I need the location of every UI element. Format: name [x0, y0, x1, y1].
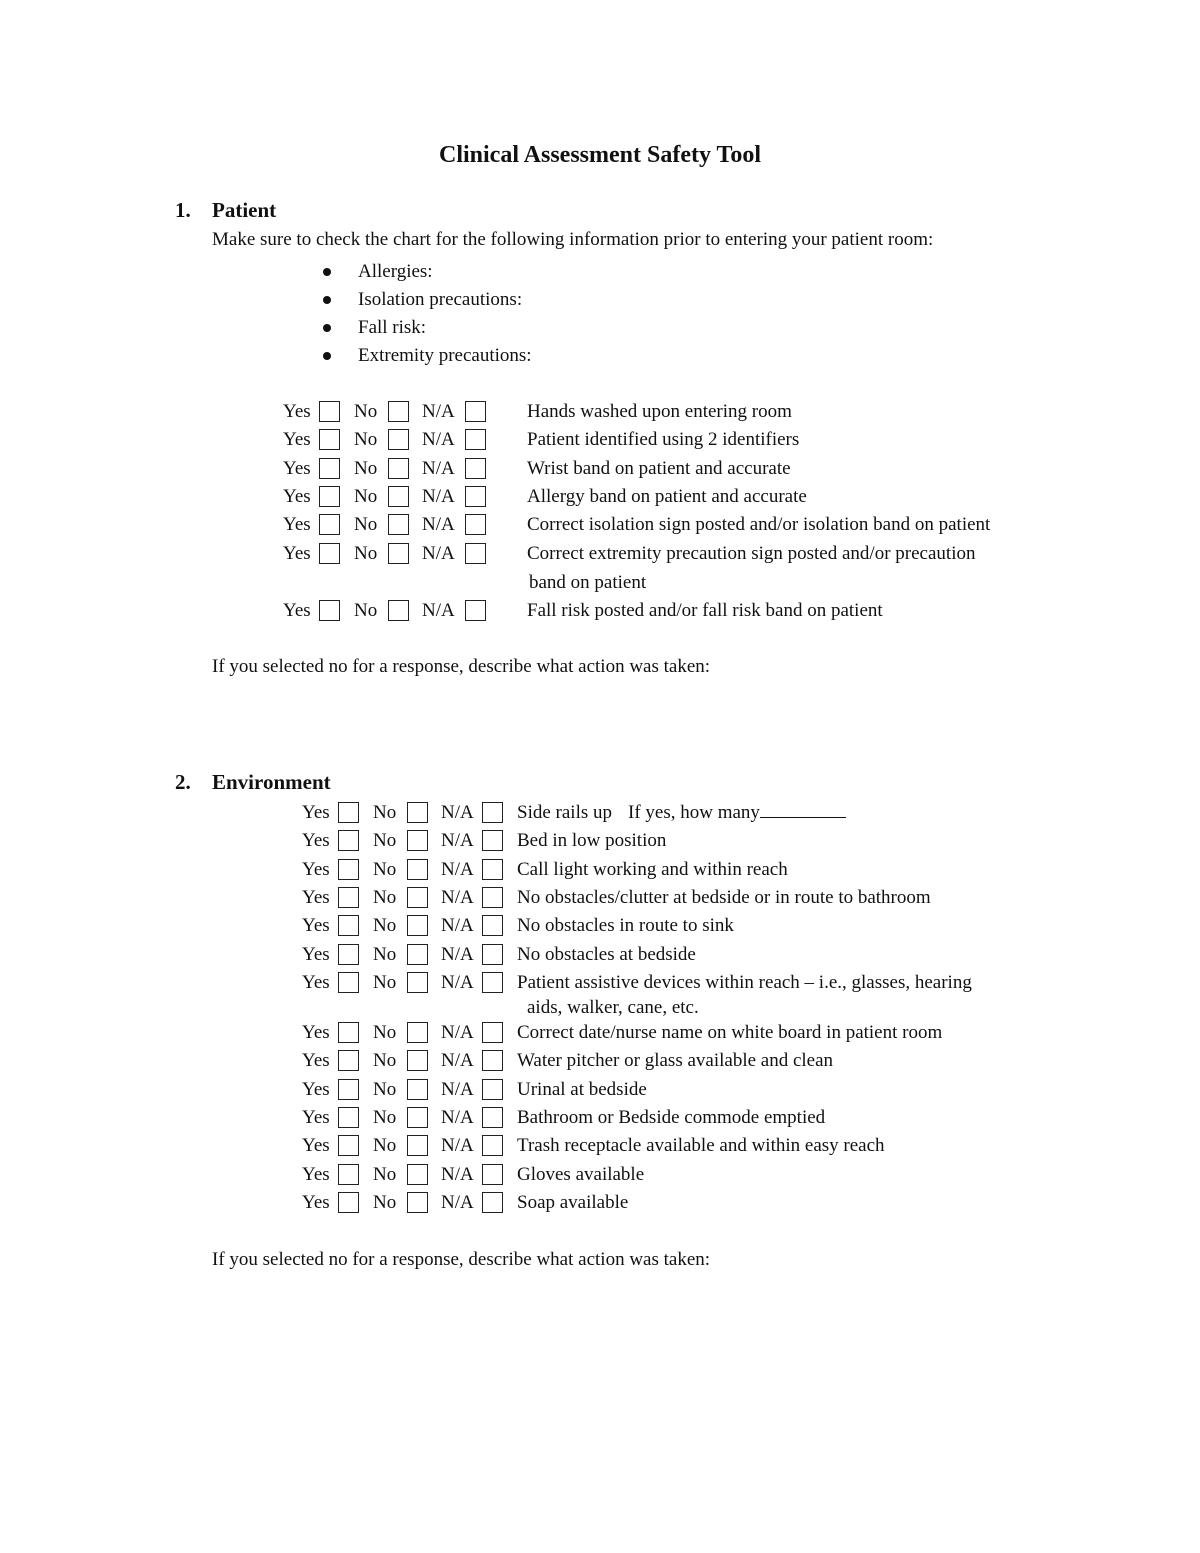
yes-checkbox[interactable] — [319, 486, 340, 507]
table-row — [302, 912, 1102, 940]
table-row — [302, 884, 1102, 912]
option-label-no: No — [373, 915, 397, 937]
environment-followup: If you selected no for a response, describe what action was taken: — [212, 1249, 711, 1270]
na-checkbox[interactable] — [482, 972, 503, 993]
yes-checkbox[interactable] — [319, 429, 340, 450]
table-row — [283, 597, 1083, 625]
option-label-yes: Yes — [302, 1107, 330, 1128]
option-label-na: N/A — [441, 1107, 474, 1128]
table-row — [302, 1104, 1102, 1132]
option-label-yes: Yes — [302, 943, 330, 965]
checklist-item-label: Correct extremity precaution sign posted and/or precaution band on patient — [527, 542, 976, 593]
no-checkbox[interactable] — [388, 486, 409, 507]
no-checkbox[interactable] — [407, 1192, 428, 1213]
table-row — [302, 1019, 1102, 1047]
patient-followup: If you selected no for a response, describe what action was taken: — [212, 656, 711, 677]
checklist-item-label: Trash receptacle available and within easy reach — [517, 1135, 885, 1157]
na-checkbox[interactable] — [482, 1192, 503, 1213]
patient-intro: Make sure to check the chart for the following information prior to entering your patient room: — [212, 229, 934, 250]
option-label-na: N/A — [441, 858, 474, 880]
section-heading-patient — [175, 198, 276, 223]
option-label-no: No — [354, 401, 378, 422]
yes-checkbox[interactable] — [319, 401, 340, 422]
yes-checkbox[interactable] — [319, 600, 340, 621]
table-row — [283, 455, 1083, 483]
yes-checkbox[interactable] — [338, 915, 359, 936]
option-label-yes: Yes — [302, 858, 330, 880]
document-title: Clinical Assessment Safety Tool — [438, 142, 762, 168]
option-label-yes: Yes — [302, 1191, 330, 1213]
list-item: Fall risk: — [320, 314, 532, 342]
table-row — [302, 941, 1102, 969]
section-number: 1. — [175, 198, 191, 222]
na-checkbox[interactable] — [482, 1050, 503, 1071]
option-label-no: No — [354, 542, 378, 564]
bullet-icon — [323, 296, 331, 304]
option-label-na: N/A — [441, 1135, 474, 1157]
table-row — [283, 511, 1083, 539]
option-label-na: N/A — [422, 457, 455, 479]
checklist-item-label: Soap available — [517, 1191, 629, 1213]
option-label-na: N/A — [422, 542, 455, 564]
no-checkbox[interactable] — [407, 972, 428, 993]
bullet-icon — [323, 268, 331, 276]
side-rails-count-field[interactable] — [760, 799, 846, 818]
option-label-yes: Yes — [302, 886, 330, 908]
no-checkbox[interactable] — [407, 1050, 428, 1071]
table-row — [302, 1132, 1102, 1160]
yes-checkbox[interactable] — [338, 944, 359, 965]
option-label-yes: Yes — [302, 830, 330, 852]
bullet-icon — [323, 324, 331, 332]
table-row — [302, 1076, 1102, 1104]
table-row — [283, 398, 1083, 426]
option-label-no: No — [354, 485, 378, 507]
checklist-item-label: Gloves available — [517, 1163, 645, 1185]
option-label-no: No — [354, 457, 378, 479]
table-row — [302, 1161, 1102, 1189]
na-checkbox[interactable] — [465, 486, 486, 507]
checklist-item-label: Hands washed upon entering room — [527, 401, 792, 422]
na-checkbox[interactable] — [482, 887, 503, 908]
na-checkbox[interactable] — [482, 915, 503, 936]
table-row — [302, 856, 1102, 884]
option-label-yes: Yes — [302, 802, 330, 823]
checklist-item-label: No obstacles/clutter at bedside or in route to bathroom — [517, 886, 931, 908]
checklist-item-label: Allergy band on patient and accurate — [527, 485, 807, 507]
option-label-no: No — [373, 1022, 397, 1044]
option-label-yes: Yes — [302, 1135, 330, 1157]
no-checkbox[interactable] — [407, 1107, 428, 1128]
yes-checkbox[interactable] — [338, 1050, 359, 1071]
no-checkbox[interactable] — [407, 830, 428, 851]
na-checkbox[interactable] — [482, 1107, 503, 1128]
option-label-yes: Yes — [283, 401, 311, 422]
yes-checkbox[interactable] — [338, 859, 359, 880]
no-checkbox[interactable] — [407, 1022, 428, 1043]
na-checkbox[interactable] — [482, 802, 503, 823]
no-checkbox[interactable] — [407, 944, 428, 965]
table-row — [302, 1047, 1102, 1075]
no-checkbox[interactable] — [407, 1079, 428, 1100]
yes-checkbox[interactable] — [338, 1192, 359, 1213]
option-label-yes: Yes — [302, 1163, 330, 1185]
na-checkbox[interactable] — [482, 1079, 503, 1100]
table-row — [302, 969, 1102, 1018]
na-checkbox[interactable] — [482, 1022, 503, 1043]
option-label-na: N/A — [441, 1163, 474, 1185]
option-label-no: No — [373, 971, 397, 993]
yes-checkbox[interactable] — [338, 1164, 359, 1185]
option-label-yes: Yes — [283, 429, 311, 451]
na-checkbox[interactable] — [465, 401, 486, 422]
option-label-yes: Yes — [283, 542, 311, 564]
no-checkbox[interactable] — [407, 887, 428, 908]
no-checkbox[interactable] — [388, 514, 409, 535]
option-label-na: N/A — [422, 401, 455, 422]
section-title: Patient — [212, 198, 277, 222]
option-label-na: N/A — [441, 1078, 474, 1100]
na-checkbox[interactable] — [482, 1135, 503, 1156]
no-checkbox[interactable] — [407, 802, 428, 823]
option-label-no: No — [373, 1107, 397, 1128]
na-checkbox[interactable] — [465, 429, 486, 450]
option-label-na: N/A — [422, 514, 455, 536]
checklist-item-label: Urinal at bedside — [517, 1078, 647, 1100]
checklist-item-label: No obstacles in route to sink — [517, 915, 734, 937]
yes-checkbox[interactable] — [338, 1107, 359, 1128]
yes-checkbox[interactable] — [319, 514, 340, 535]
option-label-na: N/A — [422, 599, 455, 621]
na-checkbox[interactable] — [482, 859, 503, 880]
table-row — [302, 1189, 1102, 1217]
option-label-no: No — [373, 1135, 397, 1157]
yes-checkbox[interactable] — [319, 458, 340, 479]
option-label-yes: Yes — [302, 1078, 330, 1100]
option-label-no: No — [373, 1078, 397, 1100]
option-label-na: N/A — [422, 429, 455, 451]
option-label-yes: Yes — [302, 1050, 330, 1072]
yes-checkbox[interactable] — [338, 830, 359, 851]
option-label-na: N/A — [441, 915, 474, 937]
table-row — [283, 540, 1083, 593]
option-label-na: N/A — [441, 886, 474, 908]
table-row — [302, 827, 1102, 855]
option-label-na: N/A — [441, 1191, 474, 1213]
option-label-yes: Yes — [283, 599, 311, 621]
option-label-na: N/A — [441, 1050, 474, 1072]
option-label-na: N/A — [422, 485, 455, 507]
section-title: Environment — [212, 770, 331, 794]
table-row — [283, 483, 1083, 511]
checklist-item-label: Patient assistive devices within reach – i.e., glasses, hearing aids, walker, cane, etc. — [517, 971, 972, 1018]
na-checkbox[interactable] — [482, 1164, 503, 1185]
option-label-yes: Yes — [302, 971, 330, 993]
section-number: 2. — [175, 770, 191, 794]
yes-checkbox[interactable] — [338, 1135, 359, 1156]
checklist-item-label: Water pitcher or glass available and clean — [517, 1050, 834, 1072]
checklist-item-label: Fall risk posted and/or fall risk band on patient — [527, 599, 883, 621]
no-checkbox[interactable] — [388, 429, 409, 450]
checklist-item-label: Bathroom or Bedside commode emptied — [517, 1107, 826, 1128]
checklist-item-label: Correct date/nurse name on white board in patient room — [517, 1022, 943, 1044]
checklist-item-label: Patient identified using 2 identifiers — [527, 429, 800, 451]
checklist-item-label: Wrist band on patient and accurate — [527, 457, 791, 479]
option-label-no: No — [354, 514, 378, 536]
yes-checkbox[interactable] — [338, 802, 359, 823]
no-checkbox[interactable] — [388, 401, 409, 422]
option-label-na: N/A — [441, 802, 474, 823]
option-label-yes: Yes — [283, 457, 311, 479]
na-checkbox[interactable] — [465, 458, 486, 479]
yes-checkbox[interactable] — [338, 972, 359, 993]
side-rails-count-prompt: If yes, how many — [628, 802, 760, 823]
na-checkbox[interactable] — [482, 830, 503, 851]
option-label-na: N/A — [441, 943, 474, 965]
chart-info-list — [320, 258, 532, 370]
na-checkbox[interactable] — [465, 600, 486, 621]
no-checkbox[interactable] — [388, 543, 409, 564]
no-checkbox[interactable] — [388, 458, 409, 479]
checklist-item-label: Bed in low position — [517, 830, 667, 852]
option-label-no: No — [354, 599, 378, 621]
option-label-no: No — [373, 858, 397, 880]
option-label-yes: Yes — [283, 485, 311, 507]
na-checkbox[interactable] — [465, 543, 486, 564]
no-checkbox[interactable] — [407, 1135, 428, 1156]
no-checkbox[interactable] — [407, 915, 428, 936]
option-label-na: N/A — [441, 1022, 474, 1044]
yes-checkbox[interactable] — [319, 543, 340, 564]
no-checkbox[interactable] — [388, 600, 409, 621]
option-label-yes: Yes — [302, 915, 330, 937]
na-checkbox[interactable] — [482, 944, 503, 965]
table-row — [283, 426, 1083, 454]
option-label-no: No — [373, 886, 397, 908]
option-label-no: No — [373, 1050, 397, 1072]
option-label-no: No — [373, 830, 397, 852]
yes-checkbox[interactable] — [338, 1022, 359, 1043]
option-label-na: N/A — [441, 830, 474, 852]
option-label-no: No — [373, 1163, 397, 1185]
option-label-no: No — [373, 802, 397, 823]
no-checkbox[interactable] — [407, 1164, 428, 1185]
option-label-na: N/A — [441, 971, 474, 993]
option-label-yes: Yes — [302, 1022, 330, 1044]
option-label-no: No — [354, 429, 378, 451]
checklist-item-label: Correct isolation sign posted and/or isolation band on patient — [527, 514, 991, 536]
checklist-item-label: No obstacles at bedside — [517, 943, 696, 965]
list-item: Extremity precautions: — [320, 342, 532, 370]
section-heading-environment — [175, 770, 331, 795]
option-label-yes: Yes — [283, 514, 311, 536]
option-label-no: No — [373, 943, 397, 965]
no-checkbox[interactable] — [407, 859, 428, 880]
yes-checkbox[interactable] — [338, 1079, 359, 1100]
option-label-no: No — [373, 1191, 397, 1213]
na-checkbox[interactable] — [465, 514, 486, 535]
list-item: Isolation precautions: — [320, 286, 532, 314]
yes-checkbox[interactable] — [338, 887, 359, 908]
bullet-icon — [323, 352, 331, 360]
checklist-item-label: Call light working and within reach — [517, 858, 788, 880]
checklist-item-label: Side rails up If yes, how many — [517, 799, 846, 827]
list-item: Allergies: — [320, 258, 532, 286]
table-row — [302, 799, 1102, 827]
